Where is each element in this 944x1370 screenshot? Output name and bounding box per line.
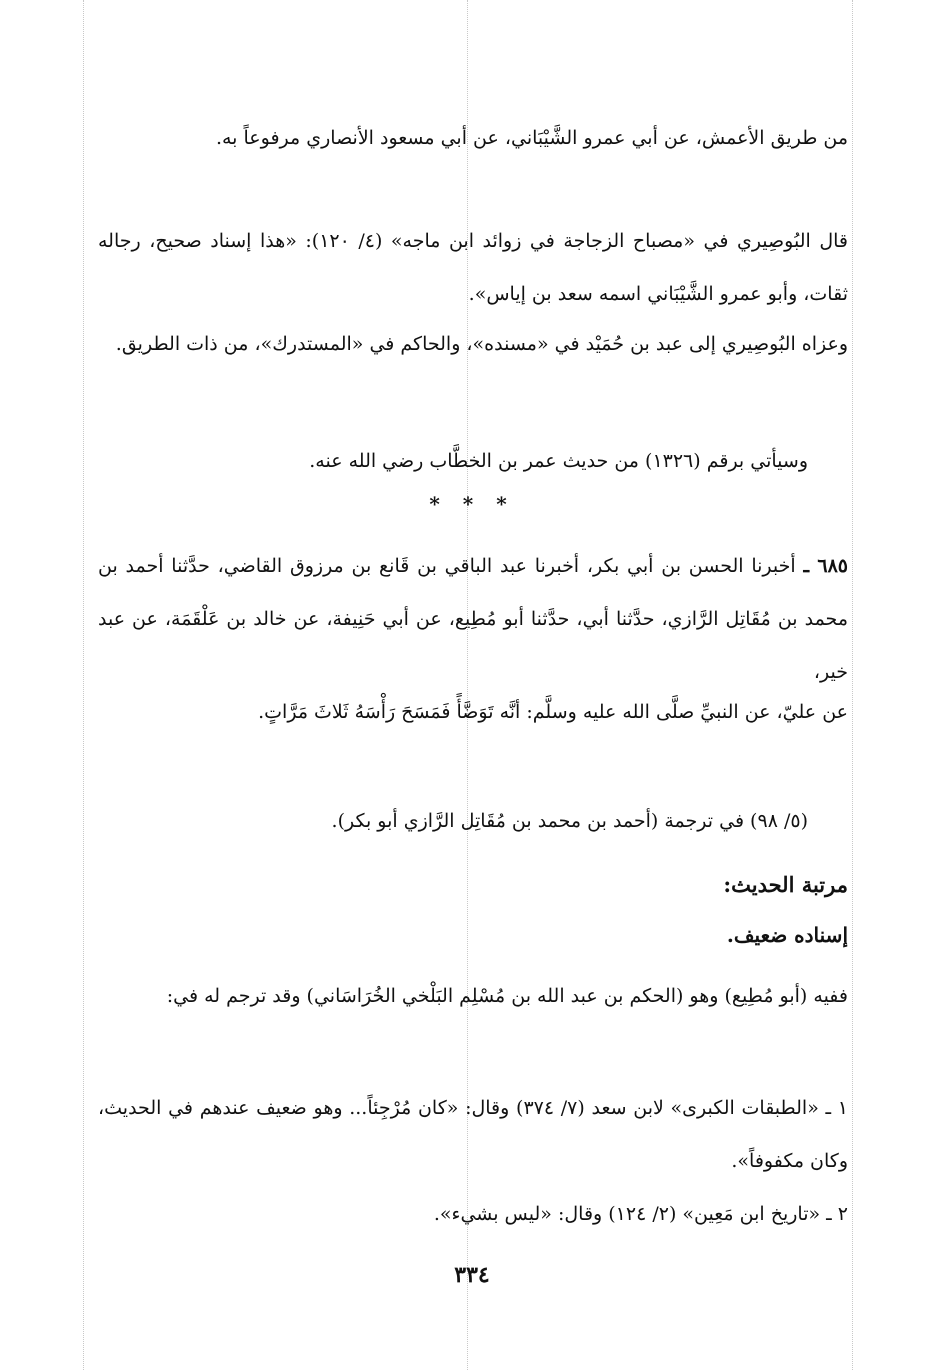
reference-item-1: ١ ـ «الطبقات الكبرى» لابن سعد (٧/ ٣٧٤) وقال: «كان مُرْجِئاً... وهو ضعيف عندهم في الحديث، وكان مكفوفاً». [98, 1097, 848, 1172]
hadith-685-isnad [98, 540, 848, 699]
paragraph-attribution: وعزاه البُوصِيري إلى عبد بن حُمَيْد في «مسنده»، والحاكم في «المستدرك»، من ذات الطريق. [115, 333, 848, 355]
paragraph-source-reference: (٥/ ٩٨) في ترجمة (أحمد بن محمد بن مُقَاتِل الرَّازي أبو بكر). [331, 810, 808, 832]
page-number: ٣٣٤ [454, 1262, 490, 1288]
paragraph-narrator-note: ففيه (أبو مُطِيع) وهو (الحكم بن عبد الله بن مُسْلِم البَلْخي الخُرَاسَاني) وقد ترجم له في: [166, 985, 848, 1007]
section-divider-stars: * * * [429, 492, 515, 516]
section-subheading: إسناده ضعيف. [726, 923, 848, 947]
hadith-matn: عن عليّ، عن النبيِّ صلَّى الله عليه وسلَّم: أنَّه تَوَضَّأً فَمَسَحَ رَأْسَهُ ثَلاثَ مَرَّاتٍ. [258, 701, 848, 723]
hadith-isnad-text: أخبرنا الحسن بن أبي بكر، أخبرنا عبد الباقي بن قَانع بن مرزوق القاضي، حدَّثنا أحمد بن محمد بن مُقَاتِل الرَّازي، حدَّثنا أبي، حدَّثنا أبو مُطِيع، عن أبي حَنِيفة، عن خالد بن عَلْقَمَة، عن عبد خير، [98, 555, 848, 683]
section-heading: مرتبة الحديث: [723, 872, 848, 897]
scan-guide-line [852, 0, 853, 1370]
paragraph-intro: من طريق الأعمش، عن أبي عمرو الشَّيْبَاني، عن أبي مسعود الأنصاري مرفوعاً به. [215, 127, 848, 149]
paragraph-busiri-quote: قال البُوصِيري في «مصباح الزجاجة في زوائد ابن ماجه» (٤/ ١٢٠): «هذا إسناد صحيح، رجاله ثقات، وأبو عمرو الشَّيْبَاني اسمه سعد بن إياس». [98, 230, 848, 305]
reference-item-2: ٢ ـ «تاريخ ابن مَعِين» (٢/ ١٢٤) وقال: «ليس بشيء». [433, 1203, 848, 1225]
paragraph-cross-reference: وسيأتي برقم (١٣٢٦) من حديث عمر بن الخطَّاب رضي الله عنه. [309, 450, 808, 472]
hadith-number: ٦٨٥ ـ [803, 555, 848, 577]
scan-guide-line [83, 0, 84, 1370]
